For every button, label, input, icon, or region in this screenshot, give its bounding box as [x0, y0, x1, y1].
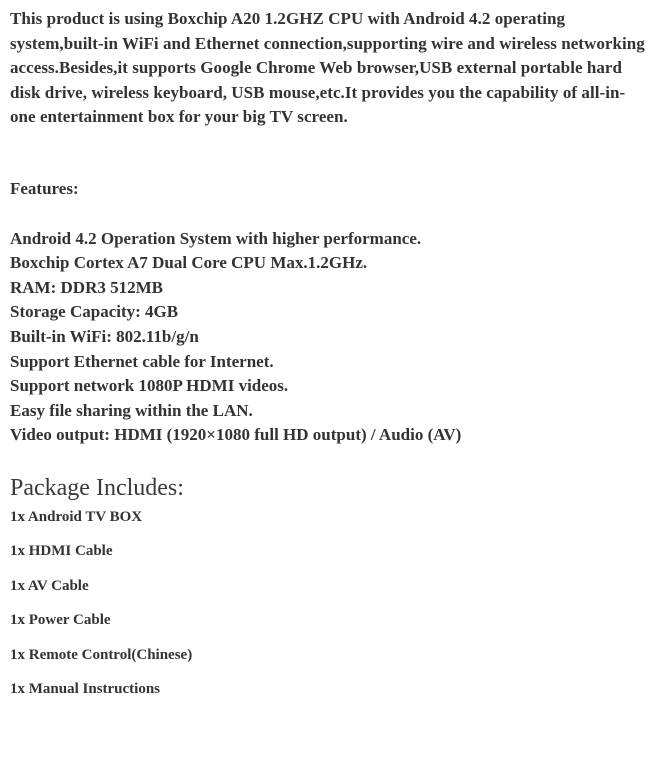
- features-heading: Features:: [10, 178, 79, 198]
- package-item: 1x AV Cable: [10, 577, 89, 594]
- package-item: 1x Manual Instructions: [10, 681, 161, 698]
- feature-item: RAM: DDR3 512MB: [10, 277, 163, 297]
- package-item: 1x Remote Control(Chinese): [10, 646, 193, 663]
- feature-item: Boxchip Cortex A7 Dual Core CPU Max.1.2GHz.: [10, 253, 368, 273]
- features-list: [10, 227, 645, 448]
- intro-paragraph: This product is using Boxchip A20 1.2GHZ CPU with Android 4.2 operating system,built-in WiFi and Ethernet connection,supporting wire and wireless networking access.Besides,it supports Google Chrome Web browser,USB external portable hard disk drive, wireless keyboard, USB mouse,etc.It provides you the capability of all-in-one entertainment box for your big TV screen.: [10, 9, 645, 127]
- feature-item: Video output: HDMI (1920×1080 full HD output) / Audio (AV): [10, 425, 462, 445]
- package-list: [10, 508, 645, 699]
- product-description: [10, 7, 645, 715]
- package-item: 1x Power Cable: [10, 612, 111, 629]
- feature-item: Support Ethernet cable for Internet.: [10, 351, 274, 371]
- feature-item: Android 4.2 Operation System with higher performance.: [10, 228, 422, 248]
- package-heading: Package Includes:: [10, 474, 184, 501]
- feature-item: Storage Capacity: 4GB: [10, 302, 179, 322]
- package-item: 1x Android TV BOX: [10, 508, 143, 525]
- feature-item: Easy file sharing within the LAN.: [10, 400, 253, 420]
- feature-item: Built-in WiFi: 802.11b/g/n: [10, 326, 199, 346]
- package-item: 1x HDMI Cable: [10, 543, 113, 560]
- feature-item: Support network 1080P HDMI videos.: [10, 376, 289, 396]
